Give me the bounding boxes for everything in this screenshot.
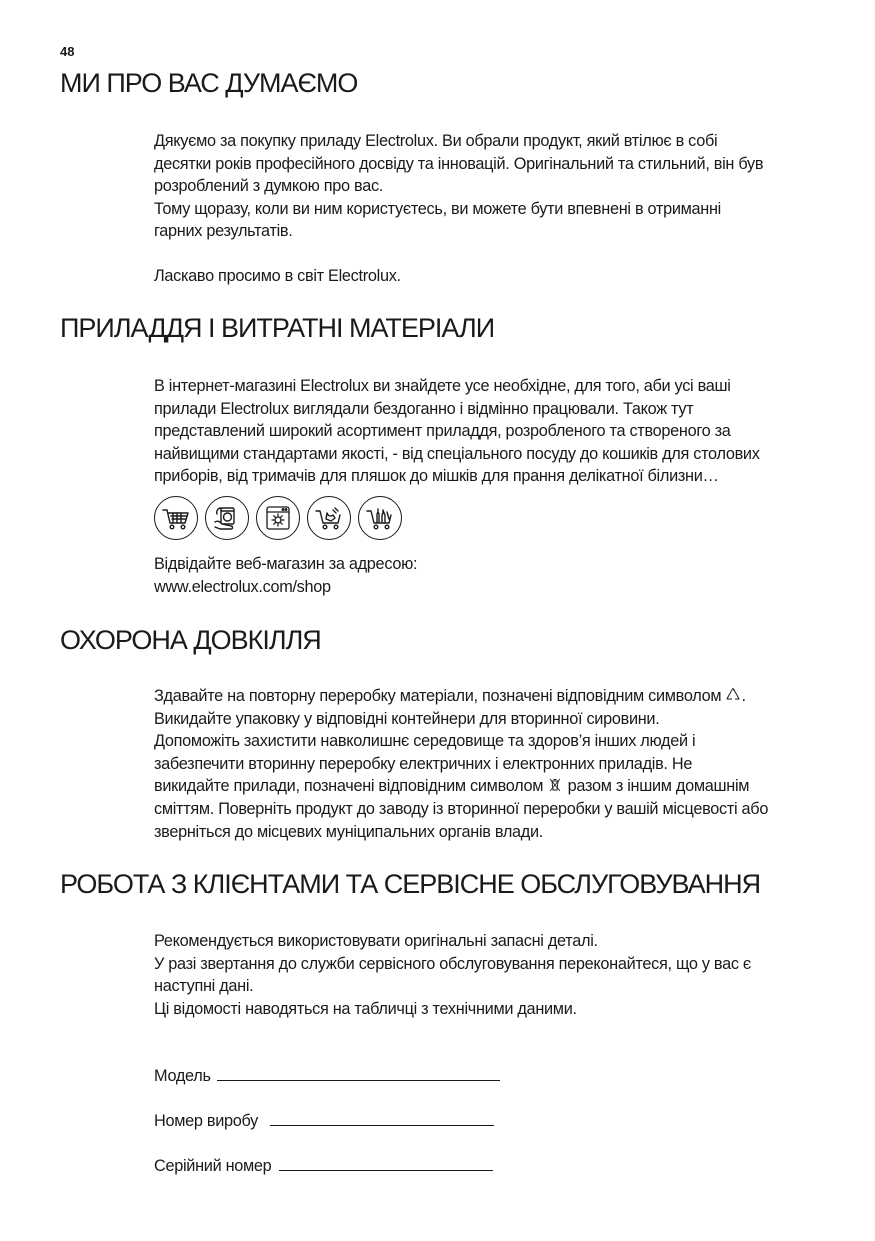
heading-environment: ОХОРОНА ДОВКІЛЛЯ — [60, 625, 321, 655]
text-fragment: . — [741, 687, 746, 705]
text-line — [154, 775, 844, 798]
text-line: представлений широкий асортимент приладдя, розробленого та створеного за — [154, 422, 731, 441]
text-line: приборів, від тримачів для пляшок до мішків для прання делікатної білизни… — [154, 467, 719, 486]
cart-cleaning-icon — [307, 496, 351, 540]
shop-paragraph — [154, 553, 844, 598]
text-line: найвищими стандартами якості, - від спеціального посуду до кошиків для столових — [154, 444, 760, 463]
text-line: десятки років професійного досвіду та інновацій. Оригінальний та стильний, він був — [154, 154, 764, 173]
text-line — [154, 685, 844, 708]
welcome-line: Ласкаво просимо в світ Electrolux. — [154, 267, 401, 285]
about-paragraph — [154, 130, 844, 243]
recycle-icon — [725, 687, 741, 703]
text-line: Дякуємо за покупку приладу Electrolux. Ви обрали продукт, який втілює в собі — [154, 132, 718, 150]
serial-number-label: Серійний номер — [154, 1157, 272, 1175]
accessories-paragraph — [154, 375, 844, 488]
welcome-text — [154, 265, 844, 288]
serial-number-field — [154, 1156, 493, 1176]
text-line: Рекомендується використовувати оригінальні запасні деталі. — [154, 932, 598, 950]
accessory-icons — [154, 496, 402, 540]
text-line: розроблений з думкою про вас. — [154, 177, 384, 196]
serial-number-blank-line — [279, 1156, 493, 1171]
heading-about: МИ ПРО ВАС ДУМАЄМО — [60, 68, 358, 98]
cart-icon — [154, 496, 198, 540]
shop-url[interactable]: www.electrolux.com/shop — [154, 577, 331, 596]
text-fragment: Здавайте на повторну переробку матеріали, позначені відповідним символом — [154, 687, 722, 705]
crossed-bin-icon — [547, 777, 563, 793]
text-line: наступні дані. — [154, 977, 254, 996]
model-label: Модель — [154, 1067, 211, 1085]
service-paragraph — [154, 930, 844, 1020]
model-field — [154, 1066, 500, 1086]
washing-machine-hand-icon — [205, 496, 249, 540]
product-number-blank-line — [270, 1111, 494, 1126]
heading-accessories: ПРИЛАДДЯ І ВИТРАТНІ МАТЕРІАЛИ — [60, 313, 495, 343]
text-line: Тому щоразу, коли ви ним користуєтесь, ви можете бути впевнені в отриманні — [154, 199, 721, 218]
text-line: сміттям. Поверніть продукт до заводу із вторинної переробки у вашій місцевості або — [154, 799, 769, 818]
environment-paragraph — [154, 685, 844, 843]
product-number-field — [154, 1111, 494, 1131]
text-line: прилади Electrolux виглядали бездоганно і відмінно працювали. Також тут — [154, 399, 694, 418]
product-number-label: Номер виробу — [154, 1112, 259, 1130]
text-line: Відвідайте веб-магазин за адресою: — [154, 555, 418, 573]
text-line: гарних результатів. — [154, 222, 293, 241]
appliance-gear-icon — [256, 496, 300, 540]
model-blank-line — [217, 1066, 500, 1081]
text-line: У разі звертання до служби сервісного обслуговування переконайтеся, що у вас є — [154, 954, 751, 973]
text-line: Ці відомості наводяться на табличці з технічними даними. — [154, 999, 577, 1018]
text-line: Викидайте упаковку у відповідні контейнери для вторинної сировини. — [154, 709, 660, 728]
page-number: 48 — [60, 44, 75, 59]
text-line: В інтернет-магазині Electrolux ви знайдете усе необхідне, для того, аби усі ваші — [154, 377, 731, 395]
text-line: Допоможіть захистити навколишнє середовище та здоров’я інших людей і — [154, 732, 696, 751]
text-fragment: викидайте прилади, позначені відповідним символом — [154, 777, 544, 796]
heading-service: РОБОТА З КЛІЄНТАМИ ТА СЕРВІСНЕ ОБСЛУГОВУВАННЯ — [60, 869, 761, 899]
cart-bottles-icon — [358, 496, 402, 540]
text-line: забезпечити вторинну переробку електричних і електронних приладів. Не — [154, 754, 693, 773]
text-fragment: разом з іншим домашнім — [567, 777, 750, 796]
text-line: зверніться до місцевих муніципальних органів влади. — [154, 822, 544, 841]
